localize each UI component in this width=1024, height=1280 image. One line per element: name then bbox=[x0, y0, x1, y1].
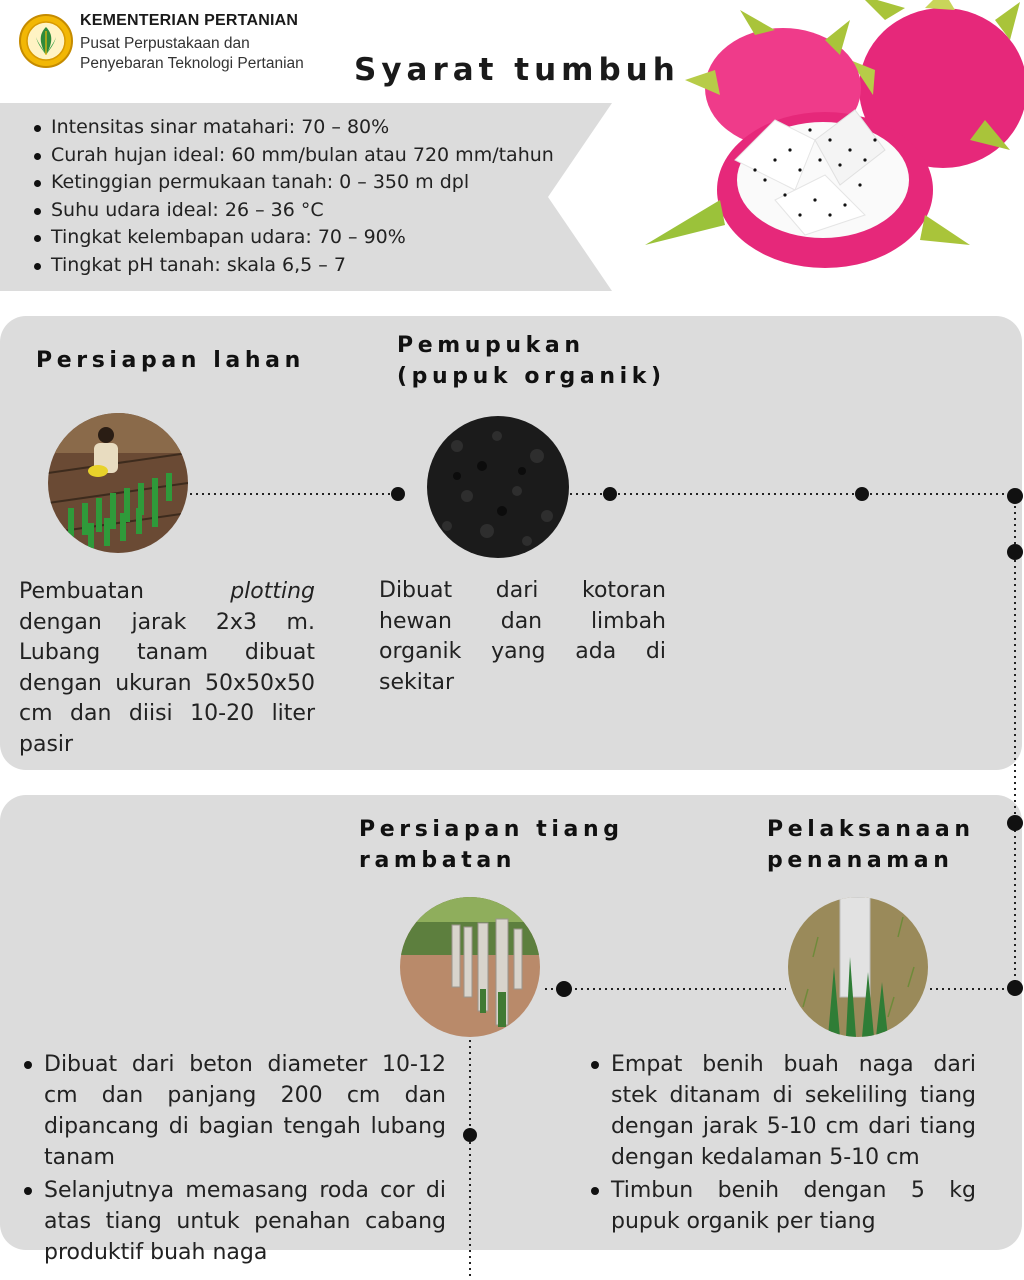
heading-pelaksanaan-penanaman: Pelaksanaan penanaman bbox=[767, 817, 975, 873]
list-item: Tingkat pH tanah: skala 6,5 – 7 bbox=[30, 252, 554, 280]
heading-persiapan-lahan: Persiapan lahan bbox=[36, 348, 305, 373]
planting-photo bbox=[788, 897, 928, 1037]
page-title: Syarat tumbuh bbox=[354, 52, 680, 88]
organic-fertilizer-photo bbox=[427, 416, 569, 558]
list-item: Suhu udara ideal: 26 – 36 °C bbox=[30, 197, 554, 225]
persiapan-lahan-description: Pembuatan plotting dengan jarak 2x3 m. Lubang tanam dibuat dengan ukuran 50x50x50 cm dan diisi 10-20 liter pasir bbox=[19, 579, 315, 757]
kementan-logo bbox=[18, 13, 74, 69]
organization-subtitle-line1: Pusat Perpustakaan dan bbox=[80, 35, 250, 52]
organization-subtitle-line2: Penyebaran Teknologi Pertanian bbox=[80, 55, 304, 72]
organization-name: KEMENTERIAN PERTANIAN bbox=[80, 12, 299, 29]
list-item: Dibuat dari beton diameter 10-12 cm dan panjang 200 cm dan dipancang di bagian tengah lubang tanam bbox=[22, 1049, 446, 1173]
list-item: Curah hujan ideal: 60 mm/bulan atau 720 mm/tahun bbox=[30, 142, 554, 170]
dragon-fruit-image bbox=[625, 0, 1024, 285]
list-item: Tingkat kelembapan udara: 70 – 90% bbox=[30, 224, 554, 252]
list-item: Timbun benih dengan 5 kg pupuk organik per tiang bbox=[589, 1175, 976, 1237]
pemupukan-description: Dibuat dari kotoran hewan dan limbah organik yang ada di sekitar bbox=[379, 578, 666, 695]
list-item: Empat benih buah naga dari stek ditanam di sekeliling tiang dengan jarak 5-10 cm dari tiang dengan kedalaman 5-10 cm bbox=[589, 1049, 976, 1173]
requirements-list bbox=[30, 114, 554, 279]
list-item: Selanjutnya memasang roda cor di atas tiang untuk penahan cabang produktif buah naga bbox=[22, 1175, 446, 1268]
land-preparation-photo bbox=[48, 413, 188, 553]
penanaman-bullet-list bbox=[589, 1049, 976, 1239]
heading-pemupukan: Pemupukan (pupuk organik) bbox=[397, 333, 666, 389]
list-item: Intensitas sinar matahari: 70 – 80% bbox=[30, 114, 554, 142]
tiang-bullet-list bbox=[22, 1049, 446, 1270]
heading-persiapan-tiang: Persiapan tiang rambatan bbox=[359, 817, 624, 873]
list-item: Ketinggian permukaan tanah: 0 – 350 m dpl bbox=[30, 169, 554, 197]
concrete-pole-photo bbox=[400, 897, 540, 1037]
